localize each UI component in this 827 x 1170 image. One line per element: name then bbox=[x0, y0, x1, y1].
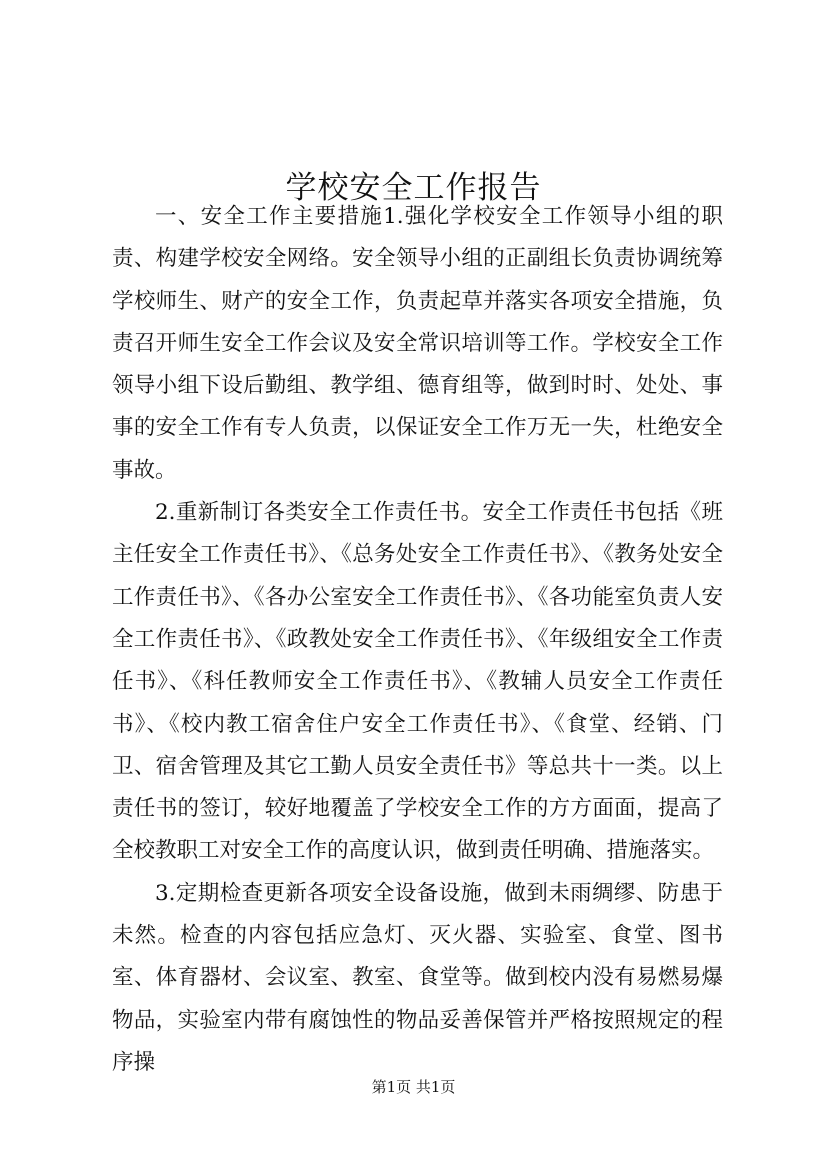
paragraph-equipment-inspection: 3.定期检查更新各项安全设备设施，做到未雨绸缪、防患于未然。检查的内容包括应急灯、灭火器、实验室、食堂、图书室、体育器材、会议室、教室、食堂等。做到校内没有易燃易爆物品，实验室内带有腐蚀性的物品妥善保管并严格按照规定的程序操 bbox=[112, 880, 723, 1075]
document-body bbox=[112, 196, 723, 1084]
page-number-footer: 第1页 共1页 bbox=[371, 1078, 456, 1096]
document-title: 学校安全工作报告 bbox=[285, 169, 542, 206]
paragraph-responsibility-letters: 2.重新制订各类安全工作责任书。安全工作责任书包括《班主任安全工作责任书》、《总务处安全工作责任书》、《教务处安全工作责任书》、《各办公室安全工作责任书》、《各功能室负责人安全工作责任书》、《政教处安全工作责任书》、《年级组安全工作责任书》、《科任教师安全工作责任书》、《教辅人员安全工作责任书》、《校内教工宿舍住户安全工作责任书》、《食堂、经销、门卫、宿舍管理及其它工勤人员安全责任书》等总共十一类。以上责任书的签订，较好地覆盖了学校安全工作的方方面面，提高了全校教职工对安全工作的高度认识，做到责任明确、措施落实。 bbox=[112, 500, 723, 864]
paragraph-safety-measures: 一、安全工作主要措施1.强化学校安全工作领导小组的职责、构建学校安全网络。安全领导小组的正副组长负责协调统筹学校师生、财产的安全工作，负责起草并落实各项安全措施，负责召开师生安全工作会议及安全常识培训等工作。学校安全工作领导小组下设后勤组、教学组、德育组等，做到时时、处处、事事的安全工作有专人负责，以保证安全工作万无一失，杜绝安全事故。 bbox=[112, 204, 723, 483]
